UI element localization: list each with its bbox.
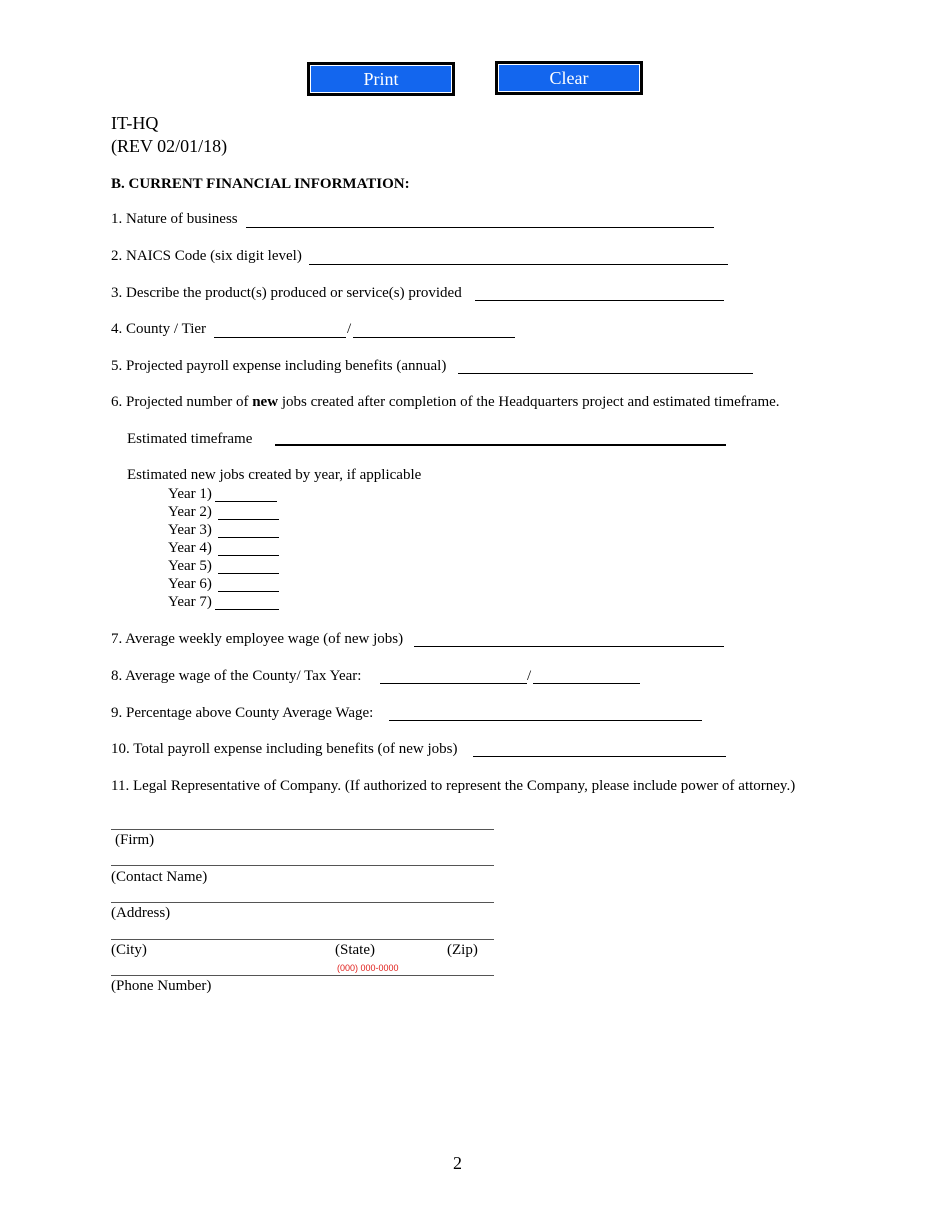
q10-total-payroll-input[interactable]	[473, 756, 726, 757]
section-title: B. CURRENT FINANCIAL INFORMATION:	[111, 176, 410, 192]
q5-label: 5. Projected payroll expense including benefits (annual)	[111, 358, 447, 374]
phone-placeholder: (000) 000-0000	[337, 963, 399, 973]
contact-name-input[interactable]	[111, 865, 494, 866]
phone-input[interactable]	[111, 975, 494, 976]
clear-button-label[interactable]: Clear	[498, 64, 640, 92]
q9-label: 9. Percentage above County Average Wage:	[111, 705, 374, 721]
q7-label: 7. Average weekly employee wage (of new jobs)	[111, 631, 404, 647]
print-button-label[interactable]: Print	[310, 65, 452, 93]
q1-nature-input[interactable]	[246, 227, 714, 228]
address-label: (Address)	[111, 905, 171, 921]
address-input[interactable]	[111, 902, 494, 903]
year-2-label: Year 2)	[168, 504, 212, 520]
q2-label: 2. NAICS Code (six digit level)	[111, 248, 302, 264]
q7-weekly-wage-input[interactable]	[414, 646, 724, 647]
q10-label: 10. Total payroll expense including benefits (of new jobs)	[111, 741, 458, 757]
year-3-label: Year 3)	[168, 522, 212, 538]
year-2-input[interactable]	[218, 519, 279, 520]
city-label: (City)	[111, 942, 147, 958]
zip-label: (Zip)	[447, 942, 478, 958]
year-6-label: Year 6)	[168, 576, 212, 592]
year-6-input[interactable]	[218, 591, 279, 592]
q8-separator: /	[527, 668, 532, 684]
q2-naics-input[interactable]	[309, 264, 728, 265]
q11-label: 11. Legal Representative of Company. (If authorized to represent the Company, please include power of attorney.)	[111, 778, 796, 794]
q8-county-wage-input[interactable]	[380, 683, 527, 684]
year-1-label: Year 1)	[168, 486, 212, 502]
form-id: IT-HQ	[111, 113, 159, 133]
q1-label: 1. Nature of business	[111, 211, 238, 227]
q3-label: 3. Describe the product(s) produced or service(s) provided	[111, 285, 462, 301]
timeframe-input[interactable]	[275, 444, 726, 446]
firm-label: (Firm)	[115, 832, 155, 848]
contact-name-label: (Contact Name)	[111, 869, 208, 885]
q5-payroll-input[interactable]	[458, 373, 753, 374]
clear-button[interactable]	[495, 61, 643, 95]
year-3-input[interactable]	[218, 537, 279, 538]
phone-label: (Phone Number)	[111, 978, 212, 994]
q4-tier-input[interactable]	[353, 337, 515, 338]
form-revision: (REV 02/01/18)	[111, 136, 228, 156]
year-4-label: Year 4)	[168, 540, 212, 556]
q8-label: 8. Average wage of the County/ Tax Year:	[111, 668, 362, 684]
q4-label: 4. County / Tier	[111, 321, 207, 337]
timeframe-label: Estimated timeframe	[127, 431, 253, 447]
q8-tax-year-input[interactable]	[533, 683, 640, 684]
q4-separator: /	[347, 321, 352, 337]
q6-label	[111, 394, 780, 411]
firm-input[interactable]	[111, 829, 494, 830]
year-1-input[interactable]	[215, 501, 277, 502]
year-4-input[interactable]	[218, 555, 279, 556]
q6-bold-word: new	[252, 394, 279, 410]
year-7-input[interactable]	[215, 609, 279, 610]
print-button[interactable]	[307, 62, 455, 96]
page-number: 2	[453, 1153, 462, 1173]
q3-products-input[interactable]	[475, 300, 724, 301]
q6-prefix: 6. Projected number of	[111, 394, 249, 410]
q9-percentage-input[interactable]	[389, 720, 702, 721]
year-5-label: Year 5)	[168, 558, 212, 574]
q4-county-input[interactable]	[214, 337, 346, 338]
jobs-by-year-label: Estimated new jobs created by year, if applicable	[127, 467, 422, 483]
year-5-input[interactable]	[218, 573, 279, 574]
city-state-zip-input[interactable]	[111, 939, 494, 940]
q6-suffix: jobs created after completion of the Headquarters project and estimated timeframe.	[281, 394, 780, 410]
state-label: (State)	[335, 942, 375, 958]
year-7-label: Year 7)	[168, 594, 212, 610]
